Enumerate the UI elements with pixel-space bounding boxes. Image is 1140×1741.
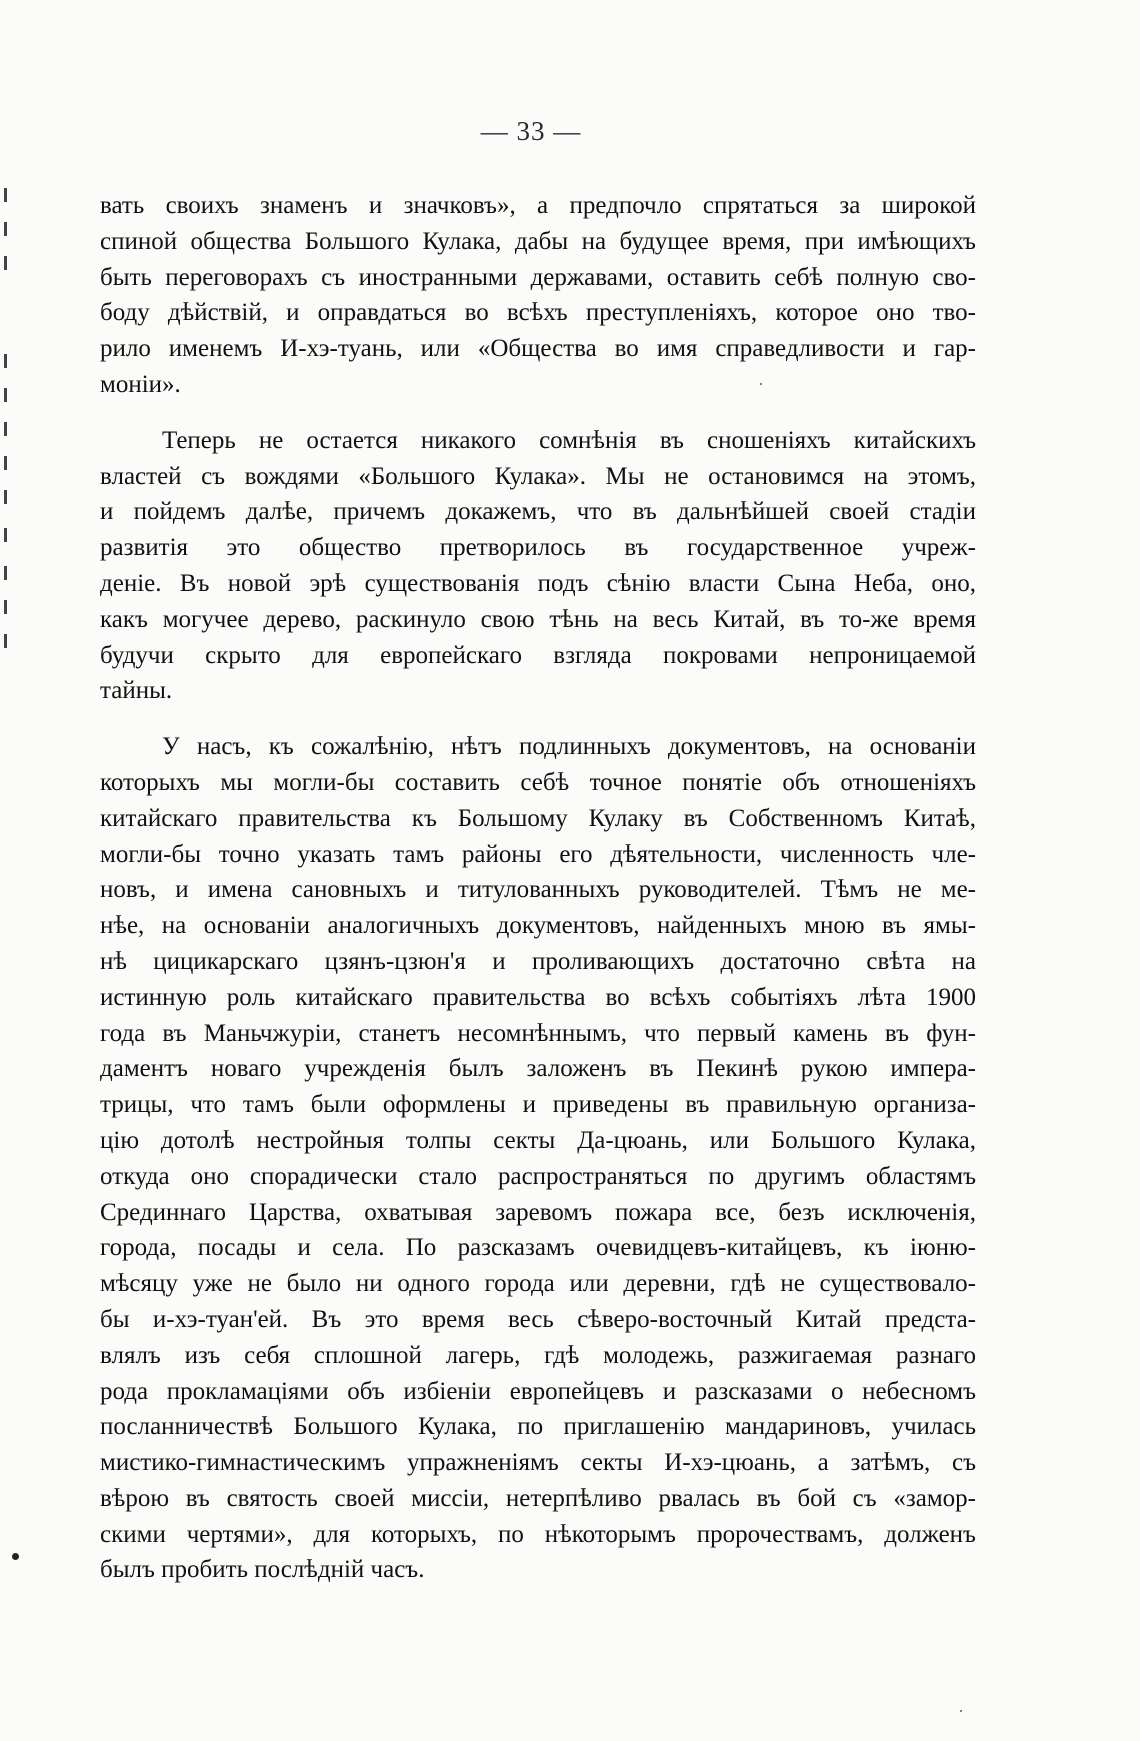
text-line: года въ Маньчжуріи, станетъ несомнѣннымъ, что первый камень въ фун- (100, 1019, 976, 1047)
text-line: трицы, что тамъ были оформлены и приведены въ правильную организа- (100, 1091, 976, 1119)
margin-mark (4, 528, 7, 542)
margin-mark (4, 600, 7, 614)
text-line: мѣсяцу уже не было ни одного города или деревни, гдѣ не существовало- (100, 1270, 976, 1298)
margin-mark (4, 634, 7, 648)
text-line: вать своихъ знаменъ и значковъ», а предпочло спрятаться за широкой (100, 192, 976, 219)
text-line: развитія это общество претворилось въ государственное учреж- (100, 534, 976, 562)
margin-mark (4, 566, 7, 580)
text-line: Теперь не остается никакого сомнѣнія въ сношеніяхъ китайскихъ (162, 426, 976, 454)
margin-mark (4, 354, 7, 368)
text-line: моніи». (100, 370, 181, 398)
text-line: рода прокламаціями объ избіеніи европейцевъ и разсказами о небесномъ (100, 1377, 976, 1405)
text-line: спиной общества Большого Кулака, дабы на будущее время, при имѣющихъ (100, 227, 976, 255)
margin-mark (4, 456, 7, 470)
text-line: тайны. (100, 677, 173, 705)
paragraph-1 (100, 188, 976, 403)
paragraph-3 (100, 729, 976, 1588)
text-line: нѣ цицикарскаго цзянъ-цзюн'я и проливающихъ достаточно свѣта на (100, 947, 976, 975)
text-line: даментъ новаго учрежденія былъ заложенъ въ Пекинѣ рукою импера- (100, 1055, 976, 1083)
text-line: мистико-гимнастическимъ упражненіямъ секты И-хэ-цюань, а затѣмъ, съ (100, 1449, 976, 1477)
body-text (100, 188, 976, 1608)
text-line: китайскаго правительства къ Большому Кулаку въ Собственномъ Китаѣ, (100, 804, 976, 832)
left-margin-bleed (0, 188, 16, 788)
text-line: будучи скрыто для европейскаго взгляда покровами непроницаемой (100, 641, 976, 669)
margin-mark (4, 256, 7, 270)
text-line: Срединнаго Царства, охватывая заревомъ пожара все, безъ исключенія, (100, 1198, 976, 1226)
text-line: новъ, и имена сановныхъ и титулованныхъ руководителей. Тѣмъ не ме- (100, 876, 976, 904)
margin-mark (4, 422, 7, 436)
text-line: быть переговорахъ съ иностранными державами, оставить себѣ полную сво- (100, 263, 976, 291)
text-line: посланничествѣ Большого Кулака, по приглашенію мандариновъ, училась (100, 1413, 976, 1441)
margin-mark (4, 222, 7, 236)
text-line: рило именемъ И-хэ-туань, или «Общества во имя справедливости и гар- (100, 335, 976, 363)
text-line: бы и-хэ-туан'ей. Въ это время весь сѣверо-восточный Китай предста- (100, 1305, 976, 1333)
paragraph-2 (100, 423, 976, 709)
margin-mark (4, 388, 7, 402)
text-line: которыхъ мы могли-бы составить себѣ точное понятіе объ отношеніяхъ (100, 768, 976, 796)
text-line: вѣрою въ святость своей миссіи, нетерпѣливо рвалась въ бой съ «замор- (100, 1484, 976, 1512)
text-line: цію дотолѣ нестройныя толпы секты Да-цюань, или Большого Кулака, (100, 1126, 976, 1154)
text-line: могли-бы точно указать тамъ районы его дѣятельности, численность чле- (100, 840, 976, 868)
text-line: былъ пробить послѣдній часъ. (100, 1556, 425, 1584)
text-line: и пойдемъ далѣе, причемъ докажемъ, что въ дальнѣйшей своей стадіи (100, 498, 976, 526)
text-line: откуда оно спорадически стало распространяться по другимъ областямъ (100, 1162, 976, 1190)
ink-dot (12, 1553, 19, 1560)
text-line: города, посады и села. По разсказамъ очевидцевъ-китайцевъ, къ іюню- (100, 1234, 976, 1262)
margin-mark (4, 490, 7, 504)
ink-speck (960, 1710, 962, 1712)
text-line: скими чертями», для которыхъ, по нѣкоторымъ пророчествамъ, долженъ (100, 1520, 976, 1548)
margin-mark (4, 188, 7, 202)
text-line: нѣе, на основаніи аналогичныхъ документовъ, найденныхъ мною въ ямы- (100, 912, 976, 940)
text-line: властей съ вождями «Большого Кулака». Мы не остановимся на этомъ, (100, 462, 976, 490)
text-line: деніе. Въ новой эрѣ существованія подъ сѣнію власти Сына Неба, оно, (100, 569, 976, 597)
text-line: боду дѣйствій, и оправдаться во всѣхъ преступленіяхъ, которое оно тво- (100, 299, 976, 327)
page-number: — 33 — (480, 116, 582, 146)
text-line: истинную роль китайскаго правительства во всѣхъ событіяхъ лѣта 1900 (100, 983, 976, 1011)
text-line: У насъ, къ сожалѣнію, нѣтъ подлинныхъ документовъ, на основаніи (162, 733, 976, 761)
text-line: какъ могучее дерево, раскинуло свою тѣнь на весь Китай, въ то-же время (100, 605, 976, 633)
text-line: влялъ изъ себя сплошной лагерь, гдѣ молодежь, разжигаемая разнаго (100, 1341, 976, 1369)
